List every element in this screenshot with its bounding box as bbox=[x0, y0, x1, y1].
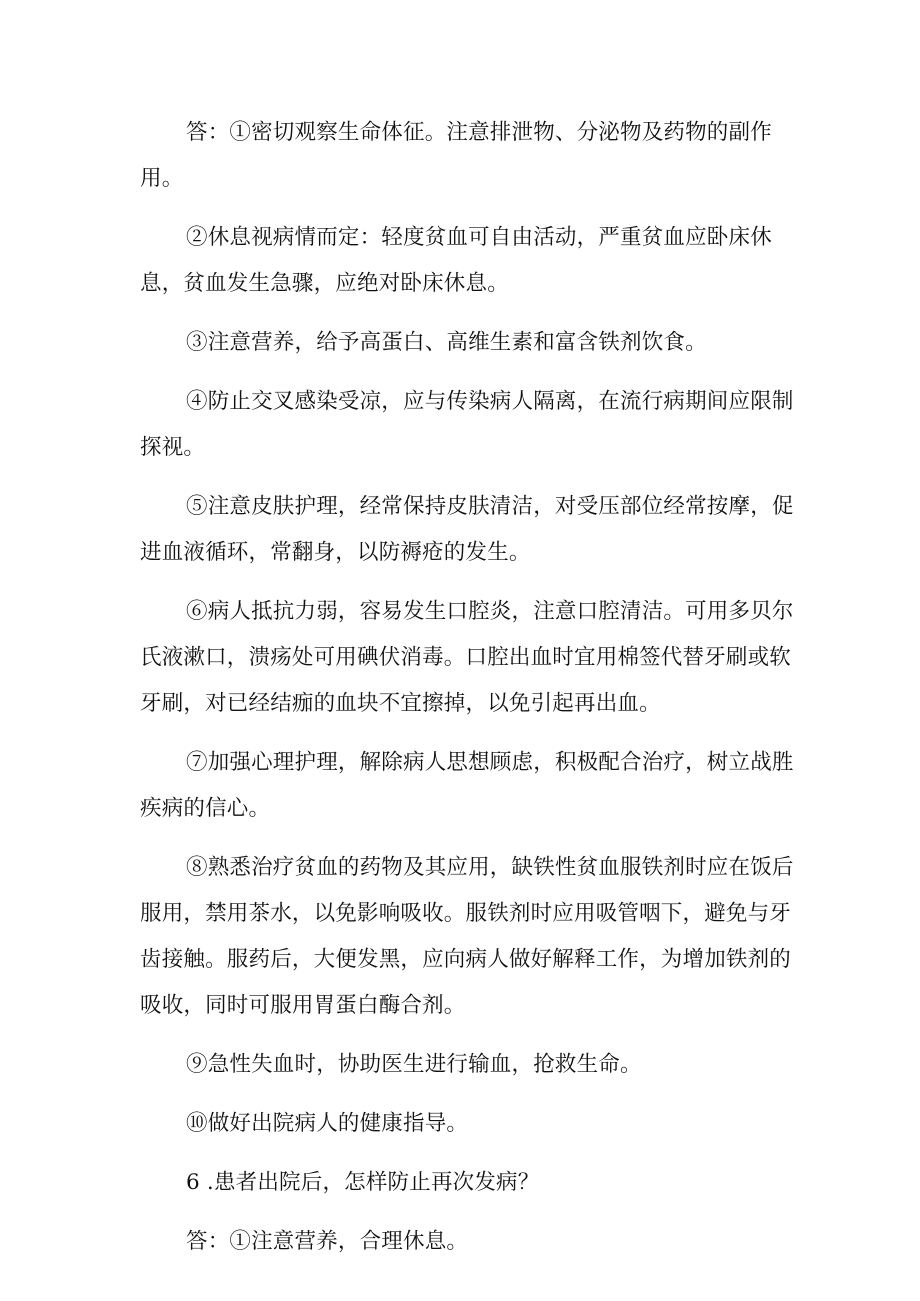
answer-paragraph-5: ⑤注意皮肤护理，经常保持皮肤清洁，对受压部位经常按摩，促进血液循环，常翻身，以防褥疮的发生。 bbox=[140, 494, 794, 565]
answer-6-paragraph-1: 答：①注意营养，合理休息。 bbox=[186, 1229, 469, 1254]
answer-paragraph-2: ②休息视病情而定：轻度贫血可自由活动，严重贫血应卧床休息，贫血发生急骤，应绝对卧床休息。 bbox=[140, 225, 772, 296]
answer-paragraph-6: ⑥病人抵抗力弱，容易发生口腔炎，注意口腔清洁。可用多贝尔氏液漱口，溃疡处可用碘伏消毒。口腔出血时宜用棉签代替牙刷或软牙刷，对已经结痂的血块不宜擦掉，以免引起再出血。 bbox=[140, 599, 794, 716]
answer-paragraph-3: ③注意营养，给予高蛋白、高维生素和富含铁剂饮食。 bbox=[186, 330, 707, 355]
answer-paragraph-1: 答：①密切观察生命体征。注意排泄物、分泌物及药物的副作用。 bbox=[140, 120, 772, 191]
answer-paragraph-9: ⑨急性失血时，协助医生进行输血，抢救生命。 bbox=[186, 1052, 642, 1077]
answer-paragraph-10: ⑩做好出院病人的健康指导。 bbox=[186, 1111, 469, 1136]
answer-paragraph-4: ④防止交叉感染受凉，应与传染病人隔离，在流行病期间应限制探视。 bbox=[140, 389, 794, 460]
document-body bbox=[140, 110, 800, 1278]
question-6: 6 .患者出院后，怎样防止再次发病？ bbox=[186, 1170, 540, 1195]
answer-paragraph-7: ⑦加强心理护理，解除病人思想顾虑，积极配合治疗，树立战胜疾病的信心。 bbox=[140, 750, 794, 821]
answer-paragraph-8: ⑧熟悉治疗贫血的药物及其应用，缺铁性贫血服铁剂时应在饭后服用，禁用茶水，以免影响吸收。服铁剂时应用吸管咽下，避免与牙齿接触。服药后，大便发黑，应向病人做好解释工作，为增加铁剂的吸收，同时可服用胃蛋白酶合剂。 bbox=[140, 855, 794, 1018]
